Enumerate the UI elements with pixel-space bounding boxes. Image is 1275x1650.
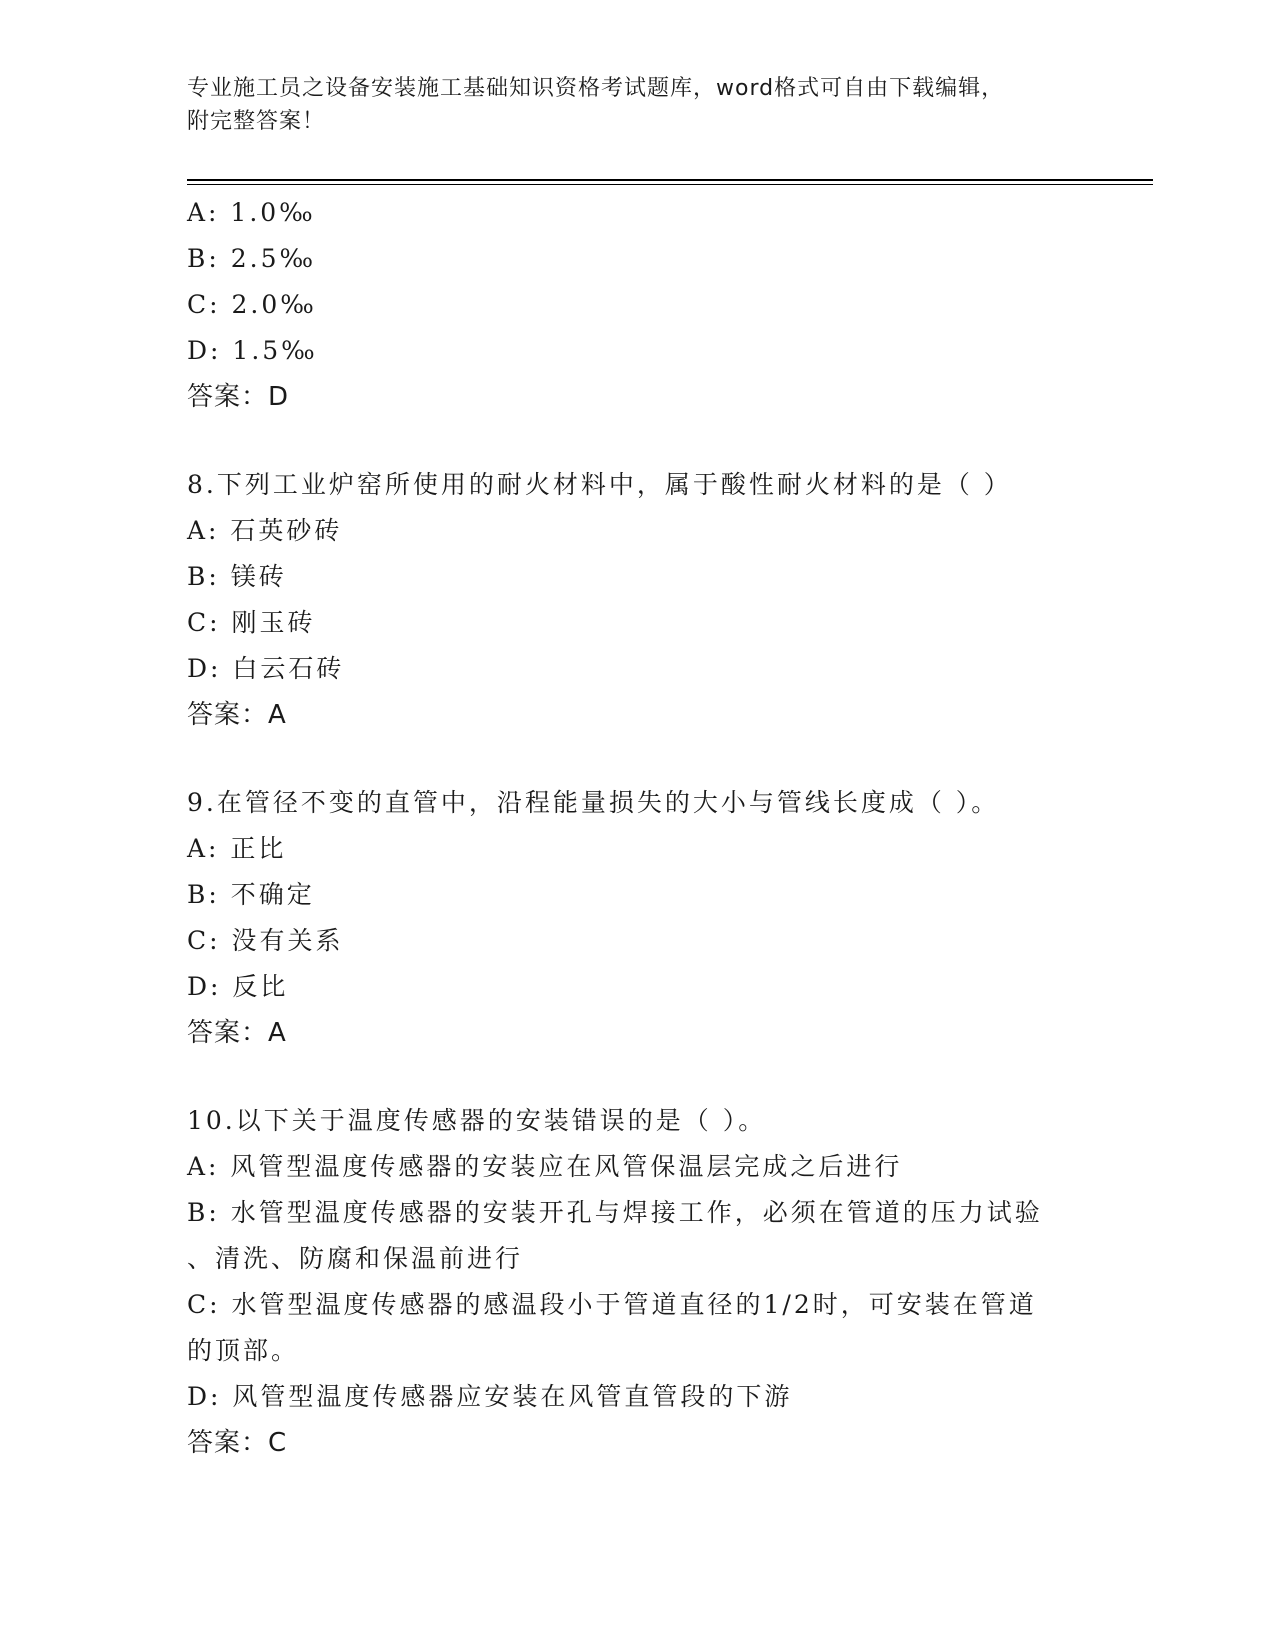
q8-option-a: A: 石英砂砖 [187,516,343,545]
q9-option-d: D: 反比 [187,972,289,1001]
q10-option-a: A: 风管型温度传感器的安装应在风管保温层完成之后进行 [187,1152,903,1181]
q9-option-a: A: 正比 [187,834,287,863]
q8-option-b: B: 镁砖 [187,562,287,591]
q8-option-d: D: 白云石砖 [187,654,345,683]
q7-option-b: B: 2.5‰ [187,244,317,273]
q9-option-b: B: 不确定 [187,880,315,909]
q9-answer: 答案：A [187,1018,287,1048]
question-list [187,190,1087,1466]
q7-answer: 答案：D [187,382,290,412]
header-divider-thick [187,179,1153,181]
q9-option-c: C: 没有关系 [187,926,344,955]
q10-answer: 答案：C [187,1428,288,1458]
question-10 [187,1098,1087,1466]
q8-answer: 答案：A [187,700,287,730]
spacer [187,738,1087,780]
q9-stem: 9.在管径不变的直管中，沿程能量损失的大小与管线长度成（ ）。 [187,788,1000,817]
q10-option-c-line-1: C: 水管型温度传感器的感温段小于管道直径的1/2时，可安装在管道 [187,1290,1037,1319]
q10-option-d: D: 风管型温度传感器应安装在风管直管段的下游 [187,1382,793,1411]
q7-option-a: A: 1.0‰ [187,198,316,227]
spacer [187,420,1087,462]
q8-stem: 8.下列工业炉窑所使用的耐火材料中，属于酸性耐火材料的是（ ） [187,470,1012,499]
question-9 [187,780,1087,1056]
document-header [187,72,1087,138]
q10-option-c-line-2: 的顶部。 [187,1336,300,1365]
q7-option-c: C: 2.0‰ [187,290,317,319]
header-line-2: 附完整答案！ [187,109,326,134]
q10-stem: 10.以下关于温度传感器的安装错误的是（ ）。 [187,1106,767,1135]
q8-option-c: C: 刚玉砖 [187,608,316,637]
header-divider-thin [187,184,1153,185]
spacer [187,1056,1087,1098]
q7-option-d: D: 1.5‰ [187,336,318,365]
question-7 [187,190,1087,420]
question-8 [187,462,1087,738]
q10-option-b-line-1: B: 水管型温度传感器的安装开孔与焊接工作，必须在管道的压力试验 [187,1198,1043,1227]
q10-option-b-line-2: 、清洗、防腐和保温前进行 [187,1244,524,1273]
header-line-1: 专业施工员之设备安装施工基础知识资格考试题库，word格式可自由下载编辑， [187,76,1005,101]
